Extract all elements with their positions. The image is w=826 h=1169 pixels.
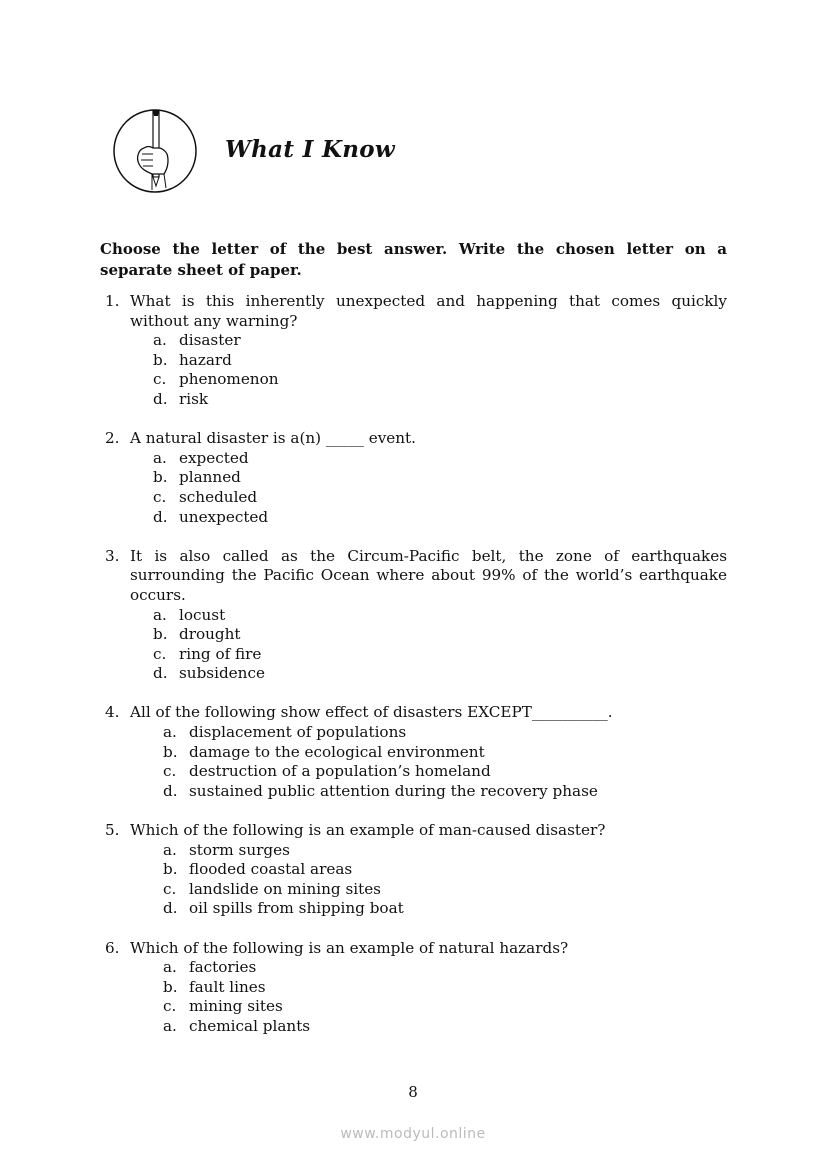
question-item (105, 292, 727, 410)
option-letter: b. (163, 977, 178, 996)
option-letter: c. (163, 997, 177, 1016)
option-text: drought (179, 625, 241, 644)
question-number: 1. (105, 292, 120, 310)
option-list (163, 841, 727, 919)
option-list (153, 331, 727, 409)
question-number: 4. (105, 703, 120, 722)
answer-option (153, 370, 727, 390)
question-text: Which of the following is an example of natural hazards? (130, 938, 569, 957)
question-list (105, 292, 727, 1056)
option-letter: d. (163, 781, 178, 800)
option-letter: b. (153, 350, 168, 369)
option-text: damage to the ecological environment (189, 742, 485, 761)
option-letter: a. (163, 1016, 177, 1035)
answer-option (163, 899, 727, 919)
page-number: 8 (408, 1083, 418, 1101)
answer-option (153, 449, 727, 469)
instructions: Choose the letter of the best answer. Write the chosen letter on a separate sheet of paper. (100, 240, 727, 279)
answer-option (163, 860, 727, 880)
option-text: phenomenon (179, 370, 279, 389)
option-list (153, 449, 727, 527)
option-text: subsidence (179, 664, 265, 683)
option-letter: b. (153, 625, 168, 644)
answer-option (153, 488, 727, 508)
answer-option (163, 978, 727, 998)
watermark: www.modyul.online (340, 1126, 486, 1142)
option-letter: d. (153, 389, 168, 408)
question-item (105, 703, 727, 801)
option-letter: c. (153, 370, 167, 389)
option-text: landslide on mining sites (189, 879, 381, 898)
option-letter: a. (153, 448, 167, 467)
option-letter: b. (153, 468, 168, 487)
option-text: unexpected (179, 507, 269, 526)
option-letter: a. (153, 331, 167, 350)
option-text: sustained public attention during the recovery phase (189, 781, 598, 800)
answer-option (163, 841, 727, 861)
question-text: It is also called as the Circum-Pacific belt, the zone of earthquakes surrounding the Pacific Ocean where about 99% of the world’s earthquake occurs. (130, 546, 727, 604)
question-item (105, 547, 727, 684)
option-text: planned (179, 468, 241, 487)
answer-option (163, 723, 727, 743)
option-letter: b. (163, 742, 178, 761)
answer-option (153, 390, 727, 410)
option-letter: d. (153, 507, 168, 526)
option-text: displacement of populations (189, 723, 407, 742)
option-letter: d. (153, 664, 168, 683)
option-text: oil spills from shipping boat (189, 899, 404, 918)
option-text: fault lines (189, 977, 266, 996)
answer-option (163, 782, 727, 802)
question-text: A natural disaster is a(n) _____ event. (130, 429, 416, 448)
answer-option (153, 468, 727, 488)
question-number: 2. (105, 429, 120, 448)
option-letter: c. (163, 762, 177, 781)
answer-option (153, 645, 727, 665)
option-list (163, 958, 727, 1036)
option-letter: c. (163, 879, 177, 898)
option-text: flooded coastal areas (189, 860, 353, 879)
question-item (105, 939, 727, 1037)
question-text: All of the following show effect of disasters EXCEPT__________. (130, 703, 613, 722)
option-text: ring of fire (179, 644, 262, 663)
option-letter: a. (153, 605, 167, 624)
answer-option (163, 880, 727, 900)
option-letter: a. (163, 840, 177, 859)
answer-option (163, 997, 727, 1017)
option-text: locust (179, 605, 226, 624)
option-letter: c. (153, 487, 167, 506)
answer-option (153, 508, 727, 528)
answer-option (153, 625, 727, 645)
option-text: hazard (179, 350, 232, 369)
option-text: factories (189, 958, 257, 977)
question-text: Which of the following is an example of man-caused disaster? (130, 821, 606, 840)
section-title: What I Know (225, 136, 396, 163)
answer-option (163, 1017, 727, 1037)
option-text: mining sites (189, 997, 283, 1016)
option-letter: c. (153, 644, 167, 663)
option-text: destruction of a population’s homeland (189, 762, 491, 781)
option-letter: b. (163, 860, 178, 879)
question-number: 6. (105, 938, 120, 957)
question-number: 5. (105, 821, 120, 840)
question-item (105, 821, 727, 919)
option-text: storm surges (189, 840, 290, 859)
answer-option (153, 606, 727, 626)
answer-option (163, 762, 727, 782)
question-text: What is this inherently unexpected and happening that comes quickly without any warning? (130, 292, 727, 330)
question-item (105, 429, 727, 527)
option-text: risk (179, 389, 209, 408)
answer-option (153, 351, 727, 371)
option-letter: a. (163, 723, 177, 742)
answer-option (163, 958, 727, 978)
answer-option (153, 331, 727, 351)
option-text: expected (179, 448, 249, 467)
hand-holding-pencil-icon (112, 108, 198, 194)
answer-option (163, 743, 727, 763)
option-letter: d. (163, 899, 178, 918)
option-text: scheduled (179, 487, 258, 506)
option-text: disaster (179, 331, 241, 350)
option-list (153, 606, 727, 684)
option-text: chemical plants (189, 1016, 311, 1035)
option-letter: a. (163, 958, 177, 977)
question-number: 3. (105, 546, 120, 565)
option-list (163, 723, 727, 801)
answer-option (153, 664, 727, 684)
